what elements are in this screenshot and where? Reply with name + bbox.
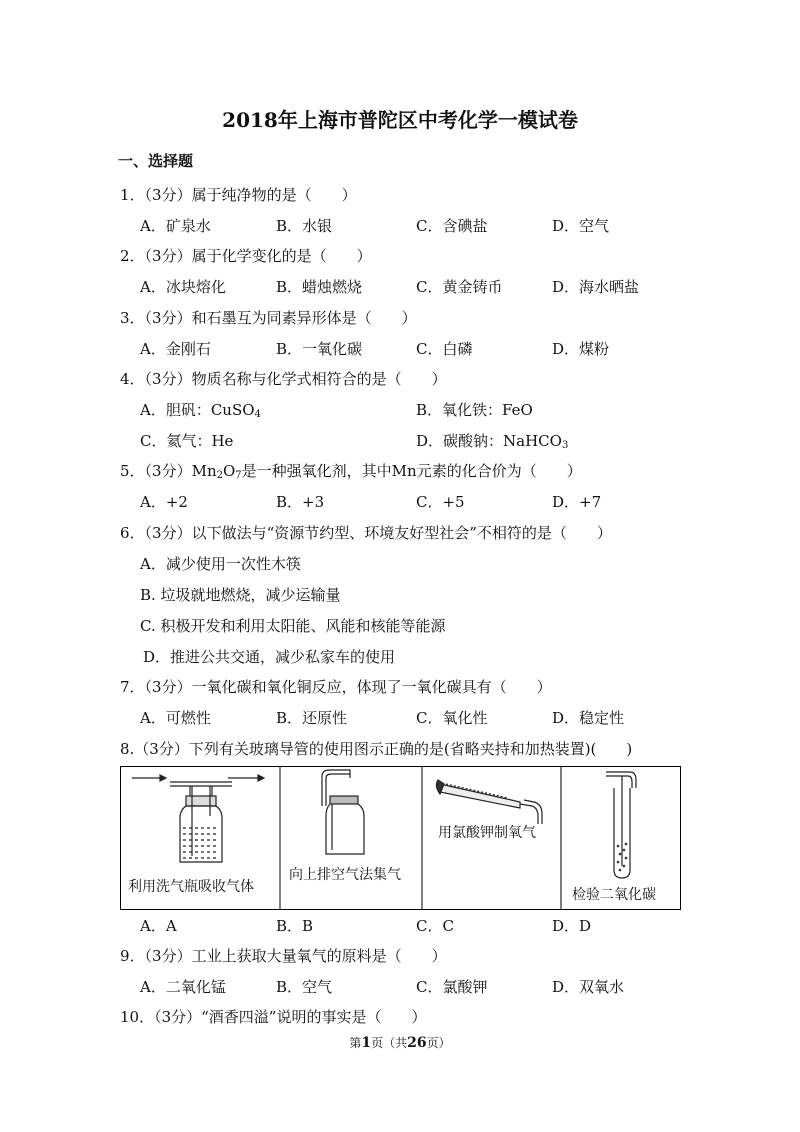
q9-option-b[interactable]: B．空气	[276, 978, 333, 996]
q5-option-b[interactable]: B．+3	[276, 493, 325, 511]
heating-test-tube-icon	[436, 780, 542, 824]
q1-option-a[interactable]: A．矿泉水	[140, 217, 211, 235]
figure-label-d: 检验二氧化碳	[572, 887, 656, 903]
question-1-stem: 1．（3分）属于纯净物的是（ ）	[120, 186, 357, 204]
q8-option-a[interactable]: A．A	[140, 917, 177, 935]
q1-option-d[interactable]: D．空气	[552, 217, 610, 235]
q5-option-c[interactable]: C．+5	[416, 493, 465, 511]
q8-option-c[interactable]: C．C	[416, 917, 454, 935]
figure-label-c: 用氯酸钾制氧气	[438, 825, 536, 841]
q7-option-c[interactable]: C．氧化性	[416, 709, 488, 727]
q2-option-c[interactable]: C．黄金铸币	[416, 278, 503, 296]
q8-figure-table	[120, 766, 681, 910]
figure-label-a: 利用洗气瓶吸收气体	[128, 879, 254, 895]
q9-option-a[interactable]: A．二氧化锰	[140, 978, 226, 996]
q7-option-b[interactable]: B．还原性	[276, 709, 348, 727]
q4-option-b[interactable]: B．氧化铁：FeO	[416, 401, 533, 419]
q9-option-c[interactable]: C．氯酸钾	[416, 978, 488, 996]
q3-option-d[interactable]: D．煤粉	[552, 340, 610, 358]
gas-washing-bottle-icon	[132, 775, 264, 862]
q2-option-d[interactable]: D．海水晒盐	[552, 278, 640, 296]
q3-option-b[interactable]: B．一氧化碳	[276, 340, 363, 358]
question-2-stem: 2．（3分）属于化学变化的是（ ）	[120, 247, 372, 265]
section-heading: 一、选择题	[118, 152, 194, 170]
page-footer: 第1页（共26页）	[349, 1035, 451, 1051]
question-7-stem: 7．（3分）一氧化碳和氧化铜反应，体现了一氧化碳具有（ ）	[120, 678, 552, 696]
question-9-stem: 9．（3分）工业上获取大量氧气的原料是（ ）	[120, 947, 447, 965]
q6-option-c[interactable]: C. 积极开发和利用太阳能、风能和核能等能源	[140, 617, 446, 635]
q9-option-d[interactable]: D．双氧水	[552, 978, 625, 996]
question-5-stem: 5．（3分）$Mn_2O_7$是一种强氧化剂，其中Mn元素的化合价为（ ）	[120, 462, 582, 481]
q4-option-a[interactable]: A．胆矾：CuSO$_4$	[140, 401, 261, 420]
q6-option-d[interactable]: D．推进公共交通，减少私家车的使用	[143, 648, 396, 666]
q6-option-a[interactable]: A．减少使用一次性木筷	[140, 555, 301, 573]
q1-option-c[interactable]: C．含碘盐	[416, 217, 488, 235]
q8-option-b[interactable]: B．B	[276, 917, 314, 935]
q3-option-c[interactable]: C．白磷	[416, 340, 473, 358]
q2-option-a[interactable]: A．冰块熔化	[140, 278, 226, 296]
question-6-stem: 6．（3分）以下做法与“资源节约型、环境友好型社会”不相符的是（ ）	[120, 524, 612, 542]
q3-option-a[interactable]: A．金刚石	[140, 340, 211, 358]
question-3-stem: 3．（3分）和石墨互为同素异形体是（ ）	[120, 309, 417, 327]
q5-option-a[interactable]: A．+2	[140, 493, 188, 511]
figure-label-b: 向上排空气法集气	[289, 867, 401, 883]
q1-option-b[interactable]: B．水银	[276, 217, 333, 235]
q7-option-d[interactable]: D．稳定性	[552, 709, 625, 727]
question-10-stem: 10．（3分）“酒香四溢”说明的事实是（ ）	[120, 1008, 427, 1026]
q4-option-c[interactable]: C．氦气：He	[140, 432, 234, 450]
question-8-stem: 8.（3分）下列有关玻璃导管的使用图示正确的是(省略夹持和加热装置)( )	[120, 740, 633, 758]
q6-option-b[interactable]: B. 垃圾就地燃烧，减少运输量	[140, 586, 341, 604]
limewater-test-tube-icon	[606, 772, 636, 878]
q2-option-b[interactable]: B．蜡烛燃烧	[276, 278, 363, 296]
q8-option-d[interactable]: D．D	[552, 917, 592, 935]
q5-option-d[interactable]: D．+7	[552, 493, 602, 511]
gas-collection-bottle-icon	[322, 770, 364, 854]
q7-option-a[interactable]: A．可燃性	[140, 709, 211, 727]
question-4-stem: 4．（3分）物质名称与化学式相符合的是（ ）	[120, 370, 447, 388]
page-title: 2018年上海市普陀区中考化学一模试卷	[222, 108, 578, 132]
q4-option-d[interactable]: D．碳酸钠：NaHCO$_3$	[416, 432, 569, 451]
